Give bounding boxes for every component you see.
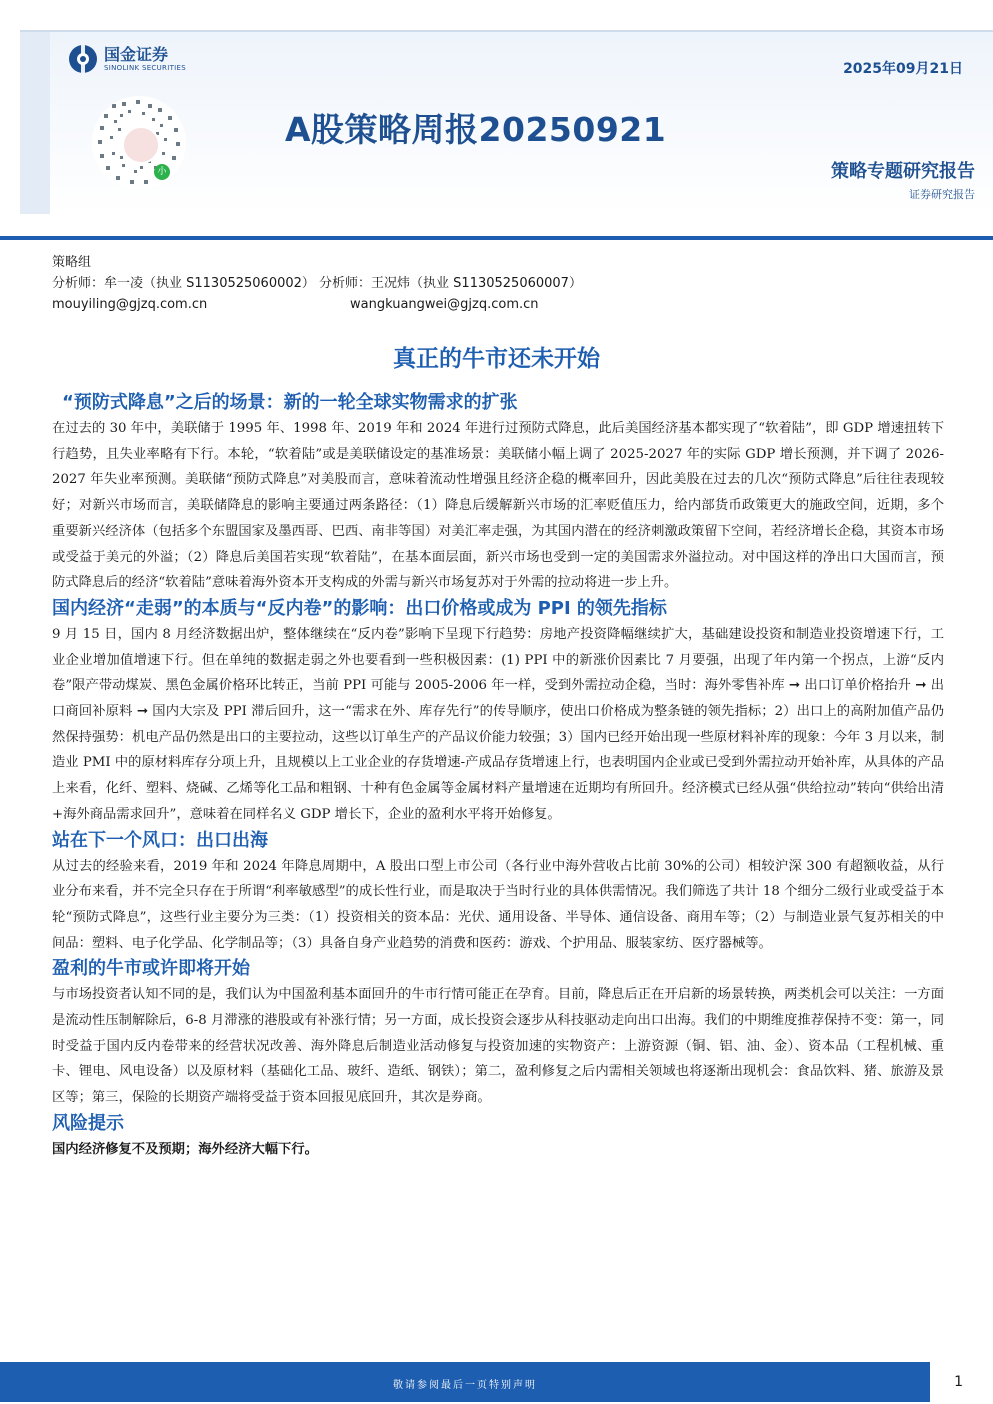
section-heading: 国内经济“走弱”的本质与“反内卷”的影响：出口价格或成为 PPI 的领先指标 — [52, 597, 667, 619]
author-block — [52, 252, 582, 315]
section-paragraph: 在过去的 30 年中，美联储于 1995 年、1998 年、2019 年和 2024 年进行过预防式降息，此后美国经济基本都实现了“软着陆”，即 GDP 增速扭转下行趋势，且失业率略有下行。本轮，“软着陆”或是美联储设定的基准场景：美联储小幅上调了 2025-2027 年的实际 GDP 增长预测，并下调了 2026-2027 年失业率预测。美联储“预防式降息”对美股而言，意味着流动性增强且经济企稳的概率回升，因此美股在过去的几次“预防式降息”后往往表现较好；对新兴市场而言，美联储降息的影响主要通过两条路径：（1）降息后缓解新兴市场的汇率贬值压力，给内部货币政策更大的施政空间，近期，多个重要新兴经济体（包括多个东盟国家及墨西哥、巴西、南非等国）对美汇率走强，为其国内潜在的经济刺激政策留下空间，若经济增长企稳，其资本市场或受益于美元的外溢；（2）降息后美国若实现“软着陆”，在基本面层面，新兴市场也受到一定的美国需求外溢拉动。对中国这样的净出口大国而言，预防式降息后的经济“软着陆”意味着海外资本开支构成的外需与新兴市场复苏对于外需的拉动将进一步上升。 — [52, 421, 944, 591]
company-logo — [68, 44, 186, 74]
section-4 — [52, 956, 944, 1111]
header-divider — [0, 236, 993, 240]
mini-program-badge: 小 — [154, 164, 170, 180]
main-title: 真正的牛市还未开始 — [393, 346, 600, 372]
sinolink-logo-icon — [68, 44, 98, 74]
section-heading: “预防式降息”之后的场景：新的一轮全球实物需求的扩张 — [62, 392, 518, 413]
logo-en-text: SINOLINK SECURITIES — [104, 63, 186, 72]
risk-text: 国内经济修复不及预期；海外经济大幅下行。 — [52, 1141, 318, 1157]
report-body — [52, 390, 944, 1163]
section-3 — [52, 828, 944, 957]
risk-heading: 风险提示 — [52, 1112, 124, 1134]
qr-center-logo — [122, 126, 160, 164]
section-2 — [52, 596, 944, 828]
report-subcategory: 证券研究报告 — [909, 188, 975, 201]
page-number: 1 — [954, 1374, 963, 1390]
section-heading: 站在下一个风口：出口出海 — [52, 829, 268, 851]
section-paragraph: 9 月 15 日，国内 8 月经济数据出炉，整体继续在“反内卷”影响下呈现下行趋势：房地产投资降幅继续扩大，基础建设投资和制造业投资增速下行，工业企业增加值增速下行。但在单纯的数据走弱之外也要看到一些积极因素：(1) PPI 中的新涨价因素比 7 月要强，出现了年内第一个拐点，上游“反内卷”限产带动煤炭、黑色金属价格环比转正，当前 PPI 可能与 2005-2006 年一样，受到外需拉动企稳，当时：海外零售补库 ➞ 出口订单价格抬升 ➞ 出口商回补原料 ➞ 国内大宗及 PPI 滞后回升，这一“需求在外、库存先行”的传导顺序，使出口价格成为整条链的领先指标；2）出口上的高附加值产品仍然保持强势：机电产品仍然是出口的主要拉动，这些以订单生产的产品议价能力较强；3）国内已经开始出现一些原材料补库的现象：今年 3 月以来，制造业 PMI 中的原材料库存分项上升，且规模以上工业企业的存货增速-产成品存货增速上行，也表明国内企业或已受到外需拉动开始补库，从具体的产品上来看，化纤、塑料、烧碱、乙烯等化工品和粗钢、十种有色金属等金属材料产量增速在近期均有所回升。经济模式已经从强“供给拉动”转向“供给出清+海外商品需求回升”，意味着在同样名义 GDP 增长下，企业的盈利水平将开始修复。 — [52, 626, 944, 822]
qr-code — [92, 96, 186, 190]
author-email-2[interactable]: wangkuangwei@gjzq.com.cn — [350, 297, 539, 312]
author-email-1[interactable]: mouyiling@gjzq.com.cn — [52, 297, 208, 312]
section-paragraph: 与市场投资者认知不同的是，我们认为中国盈利基本面回升的牛市行情可能正在孕育。目前，降息后正在开启新的场景转换，两类机会可以关注：一方面是流动性压制解除后，6-8 月滞涨的港股或有补涨行情；另一方面，成长投资会逐步从科技驱动走向出口出海。我们的中期维度推荐保持不变：第一，同时受益于国内反内卷带来的经营状况改善、海外降息后制造业活动修复与投资加速的实物资产：上游资源（铜、铝、油、金）、资本品（工程机械、重卡、锂电、风电设备）以及原材料（基础化工品、玻纤、造纸、钢铁）；第二，盈利修复之后内需相关领域也将逐渐出现机会：食品饮料、猪、旅游及景区等；第三，保险的长期资产端将受益于资本回报见底回升，其次是券商。 — [52, 987, 944, 1106]
section-paragraph: 从过去的经验来看，2019 年和 2024 年降息周期中，A 股出口型上市公司（各行业中海外营收占比前 30%的公司）相较沪深 300 有超额收益，从行业分布来看，并不完全只存在于所谓“利率敏感型”的成长性行业，而是取决于当时行业的具体供需情况。我们筛选了共计 18 个细分二级行业或受益于本轮“预防式降息”，这些行业主要分为三类：（1）投资相关的资本品：光伏、通用设备、半导体、通信设备、商用车等；（2）与制造业景气复苏相关的中间品：塑料、电子化学品、化学制品等；（3）具备自身产业趋势的消费和医药：游戏、个护用品、服装家纺、医疗器械等。 — [52, 858, 944, 951]
report-date: 2025年09月21日 — [843, 61, 963, 77]
logo-cn-text: 国金证券 — [104, 44, 169, 64]
footer-disclaimer-link[interactable]: 敬请参阅最后一页特别声明 — [393, 1380, 537, 1391]
author-line: 分析师：牟一凌（执业 S1130525060002） 分析师：王况炜（执业 S1130525060007） — [52, 276, 582, 291]
report-category: 策略专题研究报告 — [831, 161, 975, 182]
section-1 — [52, 390, 944, 596]
section-risk — [52, 1111, 944, 1163]
author-group: 策略组 — [52, 255, 92, 270]
section-heading: 盈利的牛市或许即将开始 — [52, 958, 250, 980]
report-title: A股策略周报20250921 — [285, 110, 667, 149]
